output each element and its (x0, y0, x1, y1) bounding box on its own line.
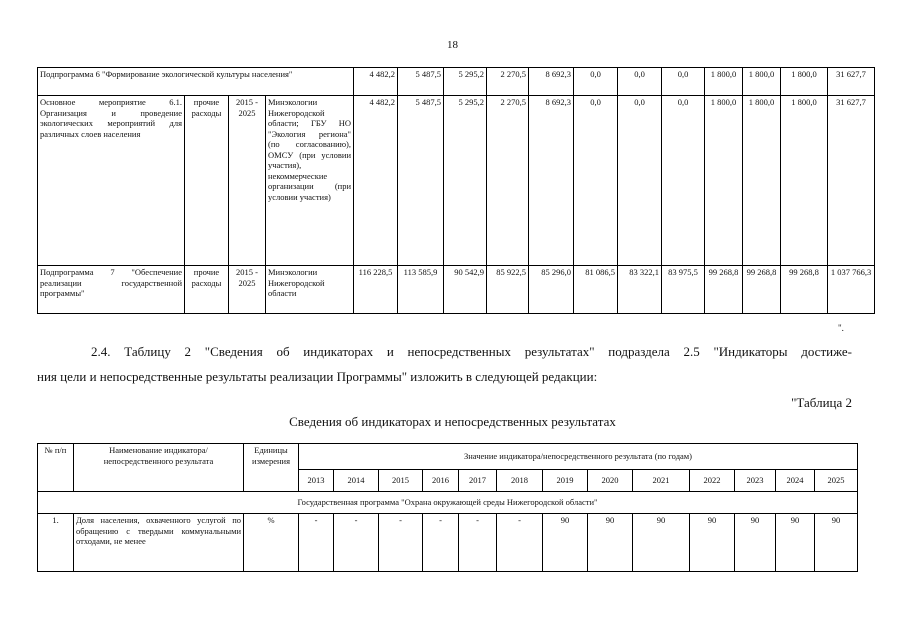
cell-value: 31 627,7 (828, 96, 875, 266)
executor: Минэкологии Нижегородской области (266, 266, 354, 314)
cell-value: 5 487,5 (398, 68, 444, 96)
cell-value: 90 (633, 514, 690, 572)
cell-value: 90 (690, 514, 735, 572)
year-header: 2019 (543, 470, 588, 492)
year-header: 2016 (423, 470, 459, 492)
subprogram-7-name: Подпрограмма 7 "Обеспечение реализации государственной программы" (38, 266, 185, 314)
col-header-num: № п/п (38, 444, 74, 492)
cell-value: 83 975,5 (662, 266, 705, 314)
cell-value: 1 037 766,3 (828, 266, 875, 314)
cell-value: 5 295,2 (444, 68, 487, 96)
cell-value: 99 268,8 (781, 266, 828, 314)
cell-value: 0,0 (662, 96, 705, 266)
cell-value: - (299, 514, 334, 572)
cell-value: - (334, 514, 379, 572)
year-header: 2024 (776, 470, 815, 492)
cell-value: 1 800,0 (743, 96, 781, 266)
cell-value: 113 585,9 (398, 266, 444, 314)
activity-6-1-name: Основное мероприятие 6.1. Организация и проведение экологических мероприятий для различных слоев населения (38, 96, 185, 266)
cell-value: 8 692,3 (529, 96, 574, 266)
executor: Минэкологии Нижегородской области; ГБУ НО "Экология региона" (по согласованию), ОМСУ (при условии участия), некоммерческие организации (при условии участия) (266, 96, 354, 266)
cell-value: 1 800,0 (705, 96, 743, 266)
indicator-name: Доля населения, охваченного услугой по обращению с твердыми коммунальными отходами, не менее (74, 514, 244, 572)
cell-value: 5 295,2 (444, 96, 487, 266)
cell-value: 0,0 (662, 68, 705, 96)
year-header: 2017 (459, 470, 497, 492)
year-header: 2020 (588, 470, 633, 492)
row-num: 1. (38, 514, 74, 572)
header-row (38, 444, 858, 470)
period: 2015 - 2025 (229, 96, 266, 266)
cell-value: 2 270,5 (487, 96, 529, 266)
paragraph-line-1: 2.4. Таблицу 2 "Сведения об индикаторах и непосредственных результатах" подраздела 2.5 "Индикаторы достиже- (91, 344, 852, 359)
year-header: 2021 (633, 470, 690, 492)
paragraph-line-2: ния цели и непосредственные результаты реализации Программы" изложить в следующей редакции: (37, 369, 598, 384)
table-row (38, 514, 858, 572)
cell-value: 90 542,9 (444, 266, 487, 314)
cell-value: - (459, 514, 497, 572)
year-header: 2013 (299, 470, 334, 492)
indicator-unit: % (244, 514, 299, 572)
cell-value: 90 (588, 514, 633, 572)
cell-value: 116 228,5 (354, 266, 398, 314)
cell-value: 1 800,0 (743, 68, 781, 96)
cell-value: 1 800,0 (705, 68, 743, 96)
cell-value: 90 (815, 514, 858, 572)
year-header: 2018 (497, 470, 543, 492)
page-number: 18 (447, 39, 458, 51)
year-header: 2015 (379, 470, 423, 492)
table-reference: "Таблица 2 (791, 395, 852, 410)
cell-value: 8 692,3 (529, 68, 574, 96)
cell-value: 1 800,0 (781, 96, 828, 266)
financing-table (37, 67, 875, 314)
cell-value: 99 268,8 (705, 266, 743, 314)
cell-value: 0,0 (574, 68, 618, 96)
closing-quote: ". (838, 323, 844, 333)
year-header: 2014 (334, 470, 379, 492)
cell-value: 90 (776, 514, 815, 572)
table-title: Сведения об индикаторах и непосредственных результатах (289, 414, 616, 429)
col-header-values: Значение индикатора/непосредственного результата (по годам) (299, 444, 858, 470)
program-row (38, 492, 858, 514)
cell-value: - (379, 514, 423, 572)
funding-source: прочие расходы (185, 266, 229, 314)
table-row (38, 96, 875, 266)
indicators-table (37, 443, 858, 572)
table-row (38, 68, 875, 96)
cell-value: 99 268,8 (743, 266, 781, 314)
cell-value: 4 482,2 (354, 96, 398, 266)
subprogram-6-name: Подпрограмма 6 "Формирование экологической культуры населения" (38, 68, 354, 96)
cell-value: 90 (735, 514, 776, 572)
period: 2015 - 2025 (229, 266, 266, 314)
cell-value: 31 627,7 (828, 68, 875, 96)
cell-value: 2 270,5 (487, 68, 529, 96)
cell-value: - (497, 514, 543, 572)
cell-value: 0,0 (618, 68, 662, 96)
table-row (38, 266, 875, 314)
cell-value: 0,0 (574, 96, 618, 266)
funding-source: прочие расходы (185, 96, 229, 266)
col-header-name: Наименование индикатора/непосредственного результата (74, 444, 244, 492)
col-header-unit: Единицы измерения (244, 444, 299, 492)
cell-value: 5 487,5 (398, 96, 444, 266)
cell-value: 81 086,5 (574, 266, 618, 314)
year-header: 2023 (735, 470, 776, 492)
cell-value: 85 922,5 (487, 266, 529, 314)
cell-value: 1 800,0 (781, 68, 828, 96)
cell-value: 85 296,0 (529, 266, 574, 314)
cell-value: 0,0 (618, 96, 662, 266)
cell-value: 4 482,2 (354, 68, 398, 96)
cell-value: - (423, 514, 459, 572)
cell-value: 90 (543, 514, 588, 572)
program-title: Государственная программа "Охрана окружающей среды Нижегородской области" (38, 492, 858, 514)
year-header: 2025 (815, 470, 858, 492)
year-header: 2022 (690, 470, 735, 492)
cell-value: 83 322,1 (618, 266, 662, 314)
